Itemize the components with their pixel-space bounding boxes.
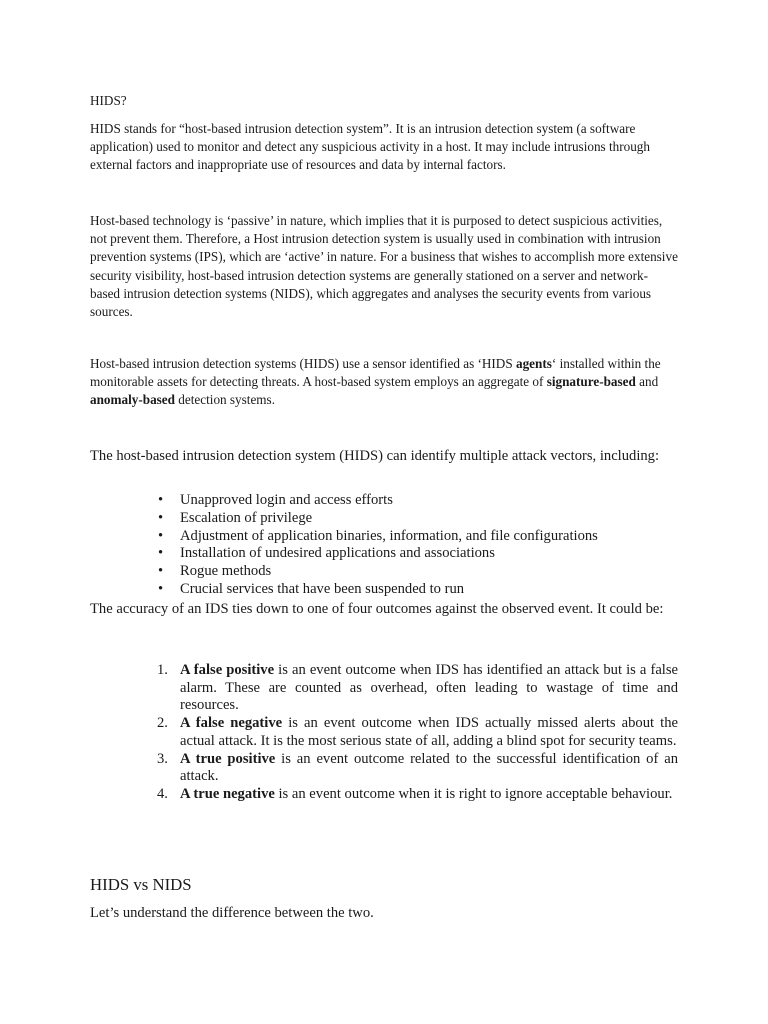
- hids-agents-paragraph: [90, 355, 678, 410]
- section-heading: HIDS vs NIDS: [90, 875, 192, 894]
- text-segment: ‘ installed within the monitorable assets for detecting threats. A host-based system employs an aggregate of: [90, 356, 661, 390]
- list-number: 3.: [157, 750, 168, 767]
- bullet-icon: •: [158, 563, 164, 580]
- list-item: [90, 715, 678, 750]
- outcome-term: A true positive: [180, 750, 276, 767]
- outcomes-list: [90, 662, 678, 804]
- bullet-icon: •: [158, 492, 164, 508]
- list-item-text: Rogue methods: [180, 563, 272, 580]
- list-number: 4.: [157, 785, 168, 802]
- outcome-term: A false positive: [180, 662, 275, 678]
- passive-technology-paragraph: Host-based technology is ‘passive’ in nature, which implies that it is purposed to detect suspicious activities, not prevent them. Therefore, a Host intrusion detection system is usually used in combination with intrusion prevention systems (IPS), which are ‘active’ in nature. For a business that wishes to accomplish more extensive security visibility, host-based intrusion detection systems are generally stationed on a server and network-based intrusion detection systems (NIDS), which aggregates and analyses the security events from various sources.: [90, 213, 678, 320]
- outcome-description: is an event outcome when IDS actually missed alerts about the actual attack. It is the most serious state of all, adding a blind spot for security teams.: [180, 715, 678, 749]
- outcome-description: is an event outcome when it is right to ignore acceptable behaviour.: [274, 785, 673, 802]
- list-item: [90, 510, 678, 528]
- list-item-text: Installation of undesired applications and associations: [180, 545, 495, 562]
- bold-term-agents: agents: [515, 356, 552, 371]
- comparison-intro: Let’s understand the difference between the two.: [90, 905, 374, 921]
- list-item-text: Crucial services that have been suspended to run: [180, 580, 465, 597]
- list-item-text: Unapproved login and access efforts: [180, 492, 393, 508]
- list-number: 1.: [157, 662, 168, 678]
- accuracy-paragraph: The accuracy of an IDS ties down to one of four outcomes against the observed event. It could be:: [90, 601, 664, 617]
- text-segment: detection systems.: [175, 392, 275, 408]
- list-item: [90, 528, 678, 546]
- bullet-icon: •: [158, 580, 164, 597]
- list-item-text: Escalation of privilege: [180, 509, 313, 526]
- list-item: [90, 751, 678, 786]
- section-title: HIDS?: [90, 93, 127, 108]
- list-item: [90, 492, 678, 510]
- list-item-text: Adjustment of application binaries, information, and file configurations: [180, 527, 598, 544]
- bullet-icon: •: [158, 545, 164, 562]
- outcome-term: A false negative: [180, 715, 283, 732]
- list-item: [90, 563, 678, 581]
- outcome-term: A true negative: [180, 785, 275, 802]
- list-item: [90, 545, 678, 563]
- bullet-icon: •: [158, 509, 164, 526]
- text-segment: and: [635, 374, 659, 390]
- outcome-description: is an event outcome when IDS has identified an attack but is a false alarm. These are counted as overhead, often leading to wastage of time and resources.: [180, 662, 679, 714]
- list-item: [90, 786, 678, 804]
- attack-vectors-intro: The host-based intrusion detection system (HIDS) can identify multiple attack vectors, including:: [90, 448, 660, 464]
- bold-term-anomaly-based: anomaly-based: [90, 392, 175, 408]
- bold-term-signature-based: signature-based: [546, 374, 636, 390]
- bullet-icon: •: [158, 527, 164, 544]
- list-item: [90, 662, 678, 715]
- list-number: 2.: [157, 715, 168, 732]
- attack-vectors-list: [90, 492, 678, 599]
- intro-paragraph: HIDS stands for “host-based intrusion detection system”. It is an intrusion detection system (a software application) used to monitor and detect any suspicious activity in a host. It may include intrusions through external factors and inappropriate use of resources and data by internal factors.: [90, 121, 650, 173]
- outcome-description: is an event outcome related to the successful identification of an attack.: [180, 750, 678, 785]
- list-item: [90, 581, 678, 599]
- text-segment: Host-based intrusion detection systems (HIDS) use a sensor identified as ‘HIDS: [90, 356, 516, 371]
